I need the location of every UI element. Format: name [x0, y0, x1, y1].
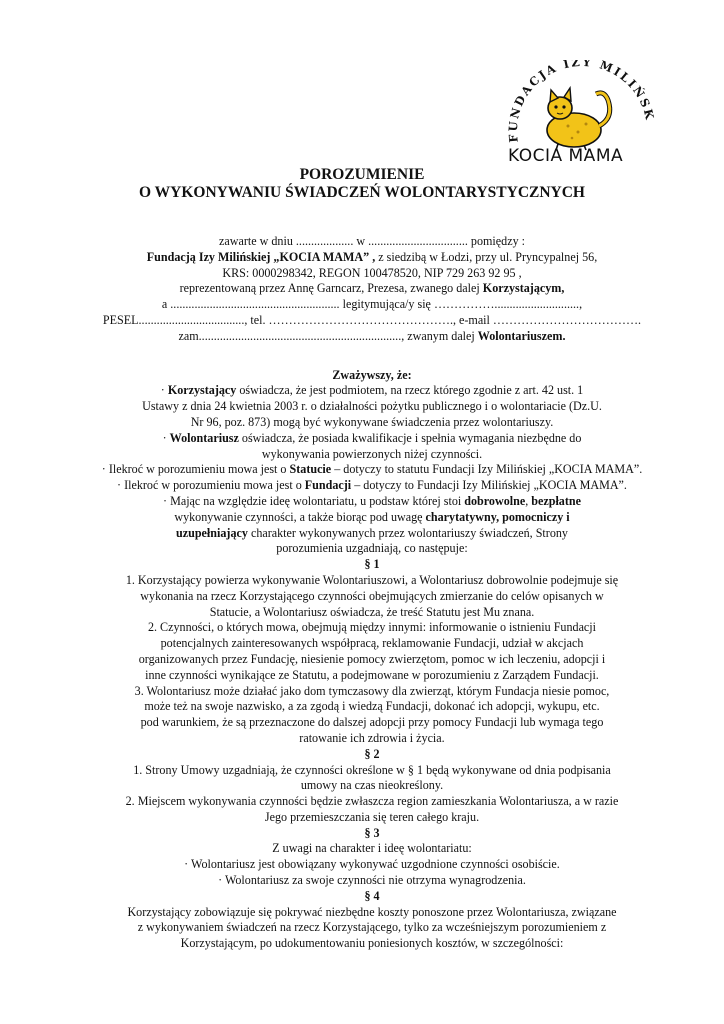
section-4-heading: § 4 [364, 888, 380, 903]
header-representation-line: reprezentowaną przez Annę Garncarz, Prezesa, zwanego dalej Korzystającym, [179, 281, 565, 296]
spacer [90, 345, 654, 368]
section-1-line: inne czynności wynikające ze Statutu, a podejmowane w porozumieniu z Zarządem Fundacji. [145, 667, 599, 682]
header-date-line: zawarte w dniu ................... w ................................. pomiędzy : [219, 234, 525, 248]
whereas-item-3: · Ilekroć w porozumieniu mowa jest o Statucie – dotyczy to statutu Fundacji Izy Milińskiej „KOCIA MAMA”. [101, 462, 643, 477]
section-3-line: · Wolontariusz jest obowiązany wykonywać uzgodnione czynności osobiście. [184, 857, 560, 872]
section-2-line: 1. Strony Umowy uzgadniają, że czynności określone w § 1 będą wykonywane od dnia podpisania [133, 762, 611, 777]
logo-arc-text: FUNDACJA IZY MILIŃSK [505, 60, 658, 144]
section-1-line: potencjalnych zainteresowanych współpracą, reklamowanie Fundacji, udział w akcjach [160, 636, 584, 651]
header-address-line: zam..................................................................., zwanym dalej Wolontariuszem. [178, 328, 566, 343]
section-1-line: ratowanie ich zdrowia i życia. [299, 730, 445, 745]
cat-icon [547, 88, 610, 150]
whereas-item-5-line: wykonywanie czynności, a także biorąc pod uwagę charytatywny, pomocniczy i [174, 509, 570, 524]
section-1-line: 2. Czynności, o których mowa, obejmują między innymi: informowanie o istnieniu Fundacji [147, 620, 597, 635]
whereas-item-5-line: uzupełniający charakter wykonywanych przez wolontariuszy świadczeń, Strony [176, 525, 568, 540]
kocia-mama-logo-graphic [496, 60, 666, 170]
foundation-logo [496, 60, 666, 170]
section-4-line: Korzystający zobowiązuje się pokrywać niezbędne koszty ponoszone przez Wolontariusza, związane [127, 904, 617, 919]
document-subtitle: O WYKONYWANIU ŚWIADCZEŃ WOLONTARYSTYCZNYCH [138, 184, 585, 201]
whereas-heading: Zważywszy, że: [332, 367, 412, 382]
party-name: Fundacją Izy Milińskiej „KOCIA MAMA” , [146, 249, 376, 264]
section-1-line: 3. Wolontariusz może działać jako dom tymczasowy dla zwierząt, którym Fundacja niesie pomoc, [134, 683, 610, 698]
section-1-line: organizowanych przez Fundację, niesienie pomocy zwierzętom, pomoc w ich leczeniu, adopcji i [138, 651, 606, 666]
whereas-item-5-line: porozumienia uzgadniają, co następuje: [276, 541, 468, 556]
section-1-line: pod warunkiem, że są przeznaczone do dalszej adopcji przy pomocy Fundacji lub wymaga tego [140, 715, 604, 730]
section-4-line: Korzystającym, po udokumentowaniu poniesionych kosztów, w szczególności: [180, 936, 564, 951]
whereas-item-2: · Wolontariusz oświadcza, że posiada kwalifikacje i spełnia wymagania niezbędne do [162, 430, 582, 445]
section-3-heading: § 3 [364, 825, 380, 840]
whereas-item-2-line: wykonywania powierzonych niżej czynności. [261, 446, 483, 461]
document-title: POROZUMIENIE [299, 166, 425, 183]
whereas-item-1: · Korzystający oświadcza, że jest podmiotem, na rzecz którego zgodnie z art. 42 ust. 1 [160, 383, 584, 398]
section-4-line: z wykonywaniem świadczeń na rzecz Korzystającego, tylko za wcześniejszym porozumieniem z [137, 920, 607, 935]
section-3-line: Z uwagi na charakter i ideę wolontariatu: [272, 841, 472, 856]
section-1-line: 1. Korzystający powierza wykonywanie Wolontariuszowi, a Wolontariusz dobrowolnie podejmuje się [125, 572, 619, 587]
section-1-line: wykonania na rzecz Korzystającego czynności obejmujących zmierzanie do celów opisanych w [140, 588, 604, 603]
whereas-item-4: · Ilekroć w porozumieniu mowa jest o Fundacji – dotyczy to Fundacji Izy Milińskiej „KOCIA MAMA”. [117, 478, 627, 493]
header-registry-line: KRS: 0000298342, REGON 100478520, NIP 729 263 92 95 , [222, 265, 522, 280]
agreement-body [90, 234, 654, 952]
section-2-line: Jego przemieszczania się teren całego kraju. [264, 809, 480, 824]
whereas-item-1-line: Nr 96, poz. 873) mogą być wykonywane świadczenia przez wolontariuszy. [190, 414, 554, 429]
header-contact-line: PESEL..................................., tel. ………………………………………., e-mail ………………………………. [102, 312, 642, 327]
section-3-line: · Wolontariusz za swoje czynności nie otrzyma wynagrodzenia. [218, 873, 526, 888]
header-volunteer-line: a ........................................................ legitymująca/y się ……………............................, [161, 297, 583, 312]
section-1-line: Statucie, a Wolontariusz oświadcza, że treść Statutu jest Mu znana. [209, 604, 535, 619]
section-1-heading: § 1 [364, 557, 380, 572]
section-2-heading: § 2 [364, 746, 380, 761]
whereas-item-1-line: Ustawy z dnia 24 kwietnia 2003 r. o działalności pożytku publicznego i o wolontariacie (Dz.U. [142, 399, 602, 414]
section-2-line: umowy na czas nieokreślony. [300, 778, 444, 793]
header-party-line: Fundacją Izy Milińskiej „KOCIA MAMA” , z siedzibą w Łodzi, przy ul. Pryncypalnej 56, [146, 249, 598, 264]
section-1-line: może też na swoje nazwisko, a za zgodą i wiedzą Fundacji, dokonać ich adopcji, wykupu, etc. [144, 699, 600, 714]
logo-brand-text: KOCIA MAMA [508, 146, 624, 166]
section-2-line: 2. Miejscem wykonywania czynności będzie zwłaszcza region zamieszkania Wolontariusza, a w razie [125, 794, 619, 809]
whereas-item-5: · Mając na względzie ideę wolontariatu, u podstaw której stoi dobrowolne, bezpłatne [163, 493, 581, 508]
